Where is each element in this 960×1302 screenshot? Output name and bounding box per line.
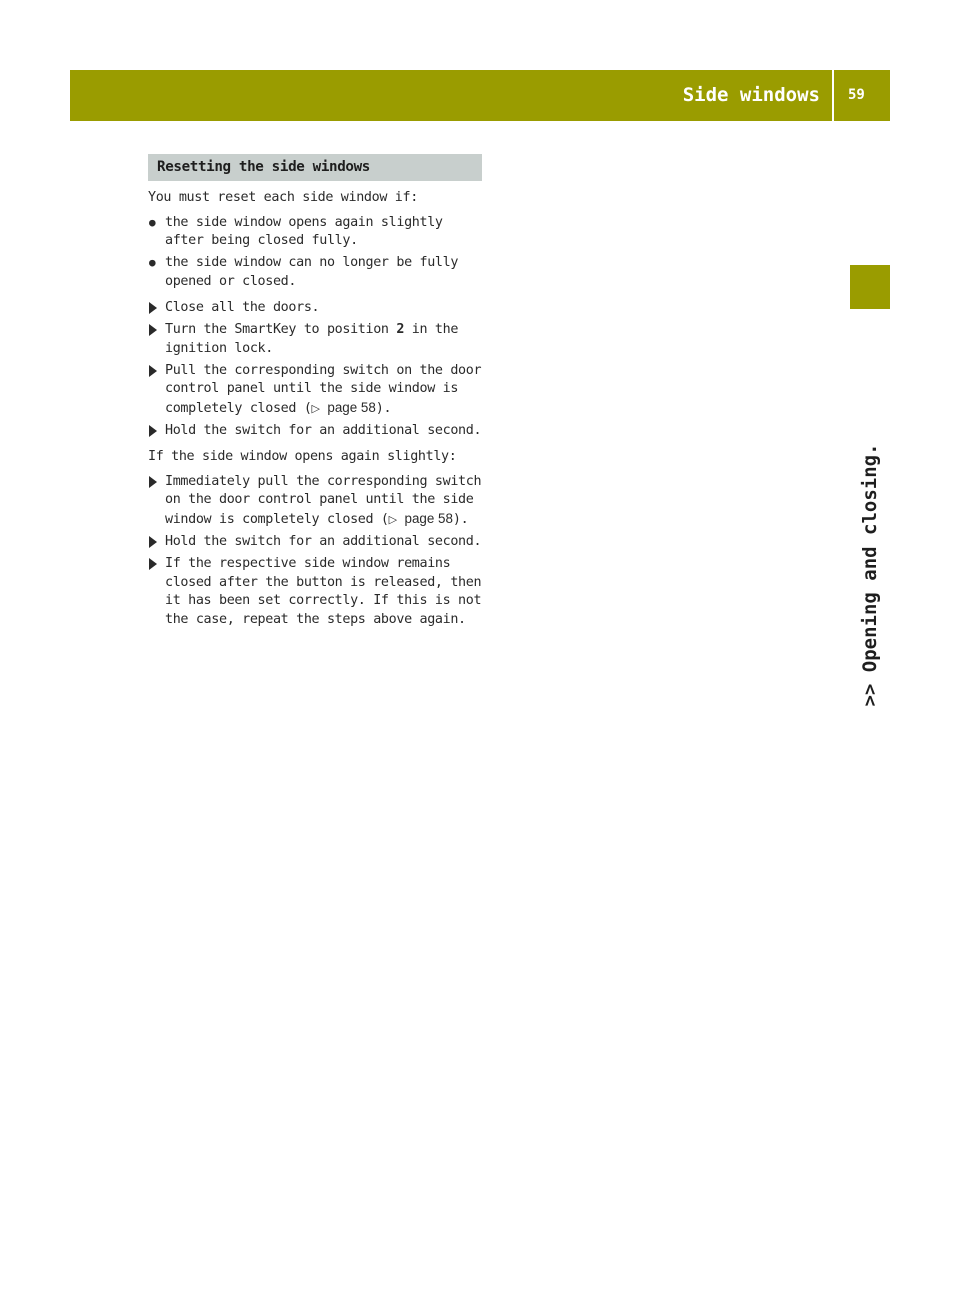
step-item bbox=[148, 321, 482, 358]
step-item bbox=[148, 422, 482, 441]
step-text: Hold the switch for an additional second. bbox=[165, 534, 482, 549]
page-title: Side windows bbox=[682, 84, 820, 106]
page-number: 59 bbox=[848, 87, 865, 103]
header-bar bbox=[70, 70, 890, 121]
step-text: If the respective side window remains closed after the button is released, then it has been set correctly. If this is not the case, repeat the steps above again. bbox=[165, 556, 482, 627]
chapter-tab bbox=[850, 265, 890, 309]
key-position: 2 bbox=[396, 322, 405, 338]
step-text: Pull the corresponding switch on the door control panel until the side window is completely closed (▷ page 58). bbox=[165, 362, 482, 416]
content-column bbox=[148, 154, 482, 633]
step-item bbox=[148, 473, 482, 530]
step-item bbox=[148, 555, 482, 629]
step-arrow-icon bbox=[149, 473, 157, 495]
bullet-text: the side window can no longer be fully opened or closed. bbox=[165, 255, 459, 289]
step-item bbox=[148, 533, 482, 552]
page-reference[interactable]: page 58 bbox=[404, 510, 453, 526]
step-arrow-icon bbox=[149, 422, 157, 444]
page-ref-arrow-icon: ▷ bbox=[388, 512, 397, 526]
step-text: Turn the SmartKey to position 2 in the ignition lock. bbox=[165, 322, 459, 356]
step-arrow-icon bbox=[149, 321, 157, 343]
intro-text: You must reset each side window if: bbox=[148, 190, 418, 205]
step-arrow-icon bbox=[149, 533, 157, 555]
step-text: Immediately pull the corresponding switch on the door control panel until the side window is completely closed (▷ page 58). bbox=[165, 473, 482, 527]
bullet-dot-icon: ● bbox=[149, 256, 156, 270]
step-item bbox=[148, 362, 482, 419]
bullet-item bbox=[148, 254, 482, 291]
page-reference[interactable]: page 58 bbox=[327, 399, 376, 415]
chapter-label: >> Opening and closing. bbox=[859, 443, 881, 707]
step-item bbox=[148, 299, 482, 318]
step-arrow-icon bbox=[149, 362, 157, 384]
bullet-item bbox=[148, 214, 482, 251]
bullet-dot-icon: ● bbox=[149, 215, 156, 229]
bullet-text: the side window opens again slightly after being closed fully. bbox=[165, 214, 443, 249]
header-divider bbox=[832, 70, 834, 121]
section-heading: Resetting the side windows bbox=[148, 154, 482, 181]
step-arrow-icon bbox=[149, 555, 157, 577]
step-text: Close all the doors. bbox=[165, 299, 320, 315]
step-text: Hold the switch for an additional second. bbox=[165, 423, 482, 439]
step-arrow-icon bbox=[149, 299, 157, 321]
condition-text: If the side window opens again slightly: bbox=[148, 449, 457, 465]
page-ref-arrow-icon: ▷ bbox=[311, 401, 320, 415]
